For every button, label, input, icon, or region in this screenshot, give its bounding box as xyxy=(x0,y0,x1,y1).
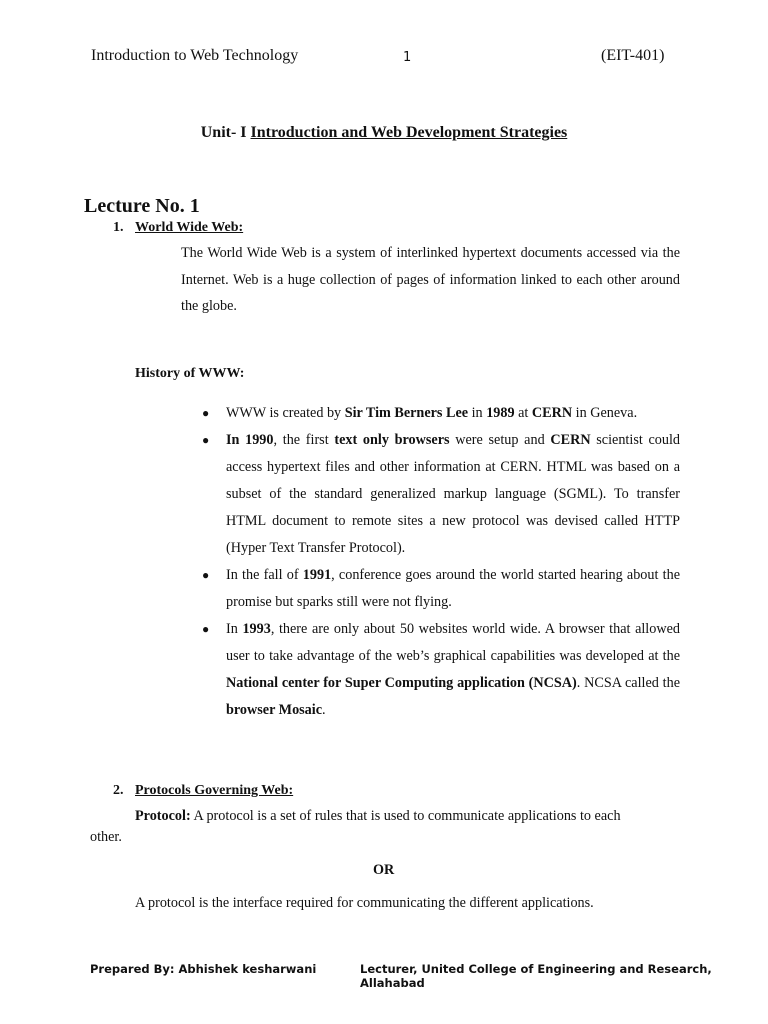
history-heading: History of WWW: xyxy=(135,366,245,381)
footer-prepared-by: Prepared By: Abhishek kesharwani xyxy=(90,962,317,976)
bullet-icon: ● xyxy=(202,622,210,636)
protocol-alt-definition: A protocol is the interface required for communicating the different applications. xyxy=(135,895,594,911)
section-2-number: 2. xyxy=(113,783,124,798)
protocol-definition xyxy=(135,808,621,825)
protocol-term: Protocol: xyxy=(135,808,191,824)
section-1-title: World Wide Web: xyxy=(135,220,244,235)
footer-affiliation: Lecturer, United College of Engineering and Research, Allahabad xyxy=(360,962,712,990)
section-2-heading xyxy=(113,783,293,799)
history-item: ● In 1990, the first text only browsers were setup and CERN scientist could access hypertext files and other information at CERN. HTML was based on a subset of the standard generalized markup language (SGML). To transfer HTML document to remote sites a new protocol was devised called HTTP (Hyper Text Transfer Protocol). xyxy=(226,427,680,562)
header-course-title: Introduction to Web Technology xyxy=(91,47,299,64)
bullet-icon: ● xyxy=(202,568,210,582)
lecture-heading: Lecture No. 1 xyxy=(84,195,200,217)
or-separator: OR xyxy=(373,862,395,878)
header-course-code: (EIT-401) xyxy=(601,47,665,64)
bullet-icon: ● xyxy=(202,433,210,447)
history-item: ● In the fall of 1991, conference goes around the world started hearing about the promise but sparks still were not flying. xyxy=(226,562,680,616)
history-item: ● In 1993, there are only about 50 websites world wide. A browser that allowed user to take advantage of the web’s graphical capabilities was developed at the National center for Super Computing application (NCSA). NCSA called the browser Mosaic. xyxy=(226,616,680,724)
page-number: 1 xyxy=(403,50,412,65)
unit-title xyxy=(0,124,768,142)
section-1-heading xyxy=(113,220,243,236)
section-1-number: 1. xyxy=(113,220,124,235)
bullet-icon: ● xyxy=(202,406,210,420)
unit-heading: Introduction and Web Development Strategies xyxy=(250,124,568,141)
www-definition: The World Wide Web is a system of interlinked hypertext documents accessed via the Internet. Web is a huge collection of pages of information linked to each other around the globe. xyxy=(181,245,680,314)
section-2-title: Protocols Governing Web: xyxy=(135,783,294,798)
history-item: ● WWW is created by Sir Tim Berners Lee in 1989 at CERN in Geneva. xyxy=(226,400,680,427)
protocol-definition-text: A protocol is a set of rules that is used to communicate applications to each xyxy=(190,808,621,824)
history-list xyxy=(202,400,681,724)
unit-label: Unit- I xyxy=(200,124,247,141)
protocol-definition-continued: other. xyxy=(90,829,122,845)
